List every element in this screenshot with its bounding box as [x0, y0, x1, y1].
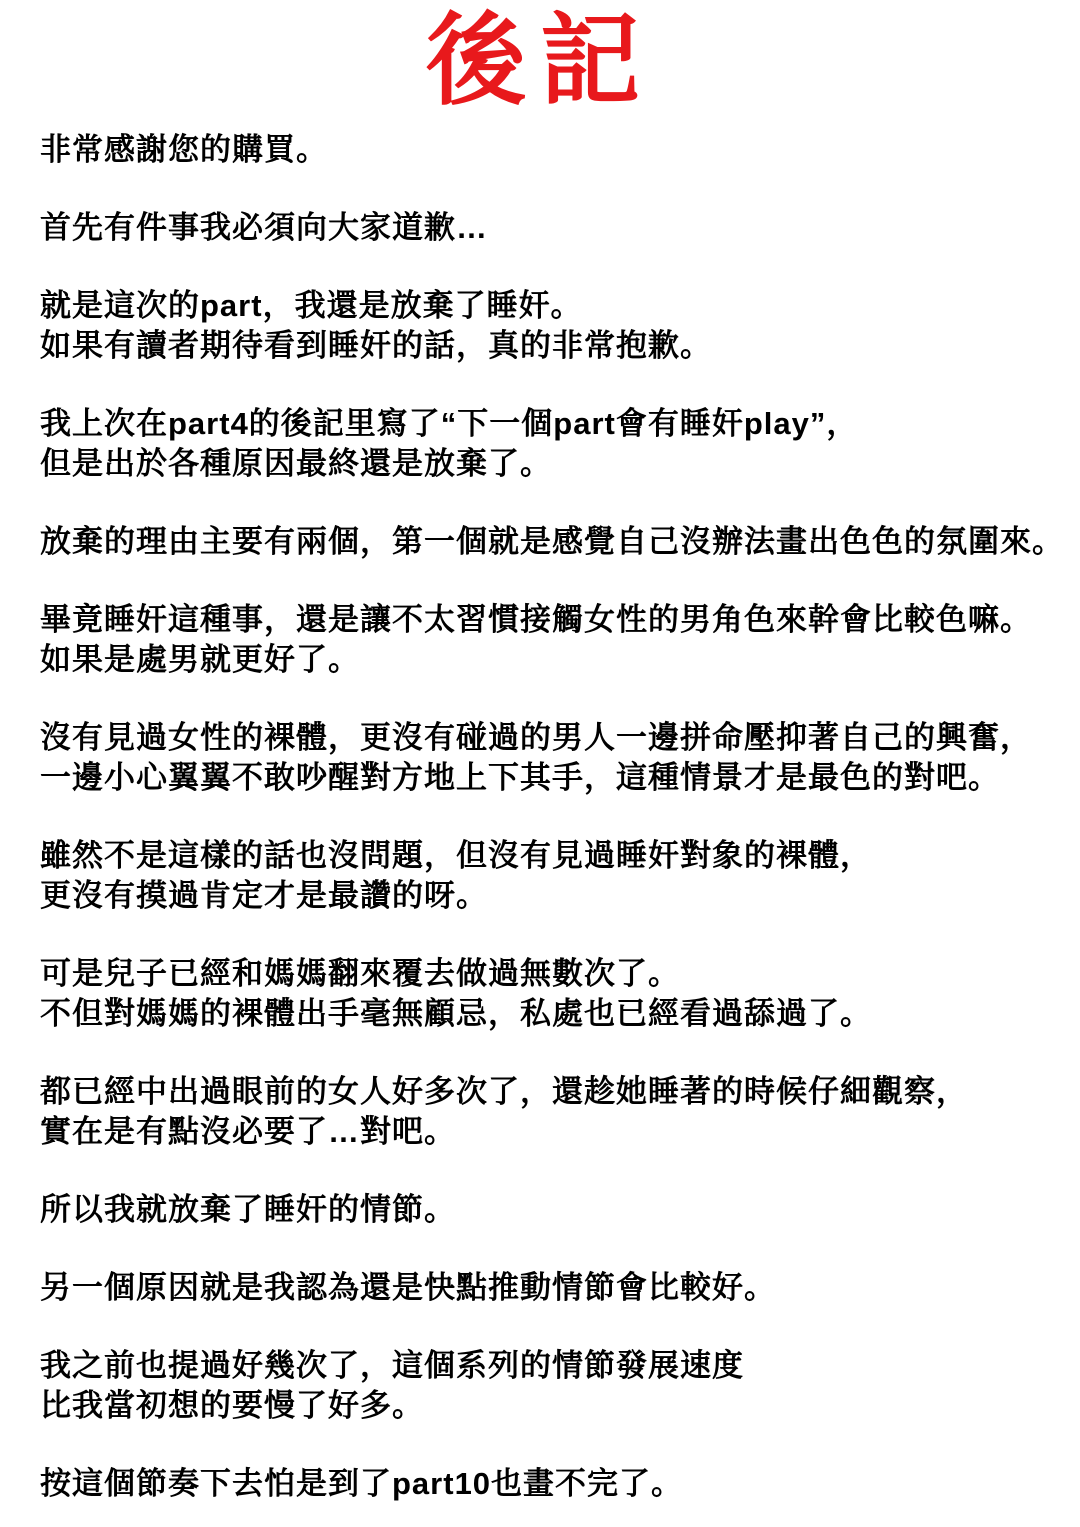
paragraph-gave-up — [40, 286, 1060, 366]
text-line: 可是兒子已經和媽媽翻來覆去做過無數次了。 — [40, 956, 680, 991]
text-line: 比我當初想的要慢了好多。 — [40, 1388, 424, 1423]
text-line: 按這個節奏下去怕是到了part10也畫不完了。 — [40, 1466, 684, 1501]
paragraph-but-son — [40, 954, 1060, 1034]
paragraph-reason-one — [40, 522, 1064, 562]
text-line: 畢竟睡奸這種事，還是讓不太習慣接觸女性的男角色來幹會比較色嘛。 — [40, 602, 1032, 637]
text-line: 如果有讀者期待看到睡奸的話，真的非常抱歉。 — [40, 328, 712, 363]
paragraph-reason-two — [40, 1268, 1060, 1308]
text-line: 非常感謝您的購買。 — [40, 132, 328, 167]
paragraph-character-type — [40, 600, 1060, 680]
paragraph-pacing — [40, 1346, 1060, 1426]
text-line: 所以我就放棄了睡奸的情節。 — [40, 1192, 456, 1227]
text-line: 我之前也提過好幾次了，這個系列的情節發展速度 — [40, 1348, 744, 1383]
text-line: 更沒有摸過肯定才是最讚的呀。 — [40, 878, 488, 913]
body-text — [0, 126, 1080, 1504]
text-line: 不但對媽媽的裸體出手毫無顧忌，私處也已經看過舔過了。 — [40, 996, 872, 1031]
paragraph-thanks — [40, 130, 1060, 170]
paragraph-part4-promise — [40, 404, 1060, 484]
page-title: 後記 — [426, 5, 654, 117]
paragraph-apology-intro — [40, 208, 1060, 248]
text-line: 我上次在part4的後記里寫了“下一個part會有睡奸play”， — [40, 406, 859, 441]
text-line: 都已經中出過眼前的女人好多次了，還趁她睡著的時候仔細觀察， — [40, 1074, 968, 1109]
text-line: 沒有見過女性的裸體，更沒有碰過的男人一邊拼命壓抑著自己的興奮， — [40, 720, 1032, 755]
text-line: 放棄的理由主要有兩個，第一個就是感覺自己沒辦法畫出色色的氛圍來。 — [40, 524, 1064, 559]
paragraph-scenario-ideal — [40, 718, 1060, 798]
text-line: 雖然不是這樣的話也沒問題，但沒有見過睡奸對象的裸體， — [40, 838, 872, 873]
text-line: 但是出於各種原因最終還是放棄了。 — [40, 446, 552, 481]
paragraph-dropped-plot — [40, 1190, 1060, 1230]
paragraph-part10 — [40, 1464, 1060, 1504]
text-line: 就是這次的part，我還是放棄了睡奸。 — [40, 288, 583, 323]
paragraph-unnecessary — [40, 1072, 1060, 1152]
text-line: 如果是處男就更好了。 — [40, 642, 360, 677]
text-line: 實在是有點沒必要了…對吧。 — [40, 1114, 456, 1149]
paragraph-best-case — [40, 836, 1060, 916]
text-line: 首先有件事我必須向大家道歉… — [40, 210, 488, 245]
text-line: 另一個原因就是我認為還是快點推動情節會比較好。 — [40, 1270, 776, 1305]
text-line: 一邊小心翼翼不敢吵醒對方地上下其手，這種情景才是最色的對吧。 — [40, 760, 1000, 795]
